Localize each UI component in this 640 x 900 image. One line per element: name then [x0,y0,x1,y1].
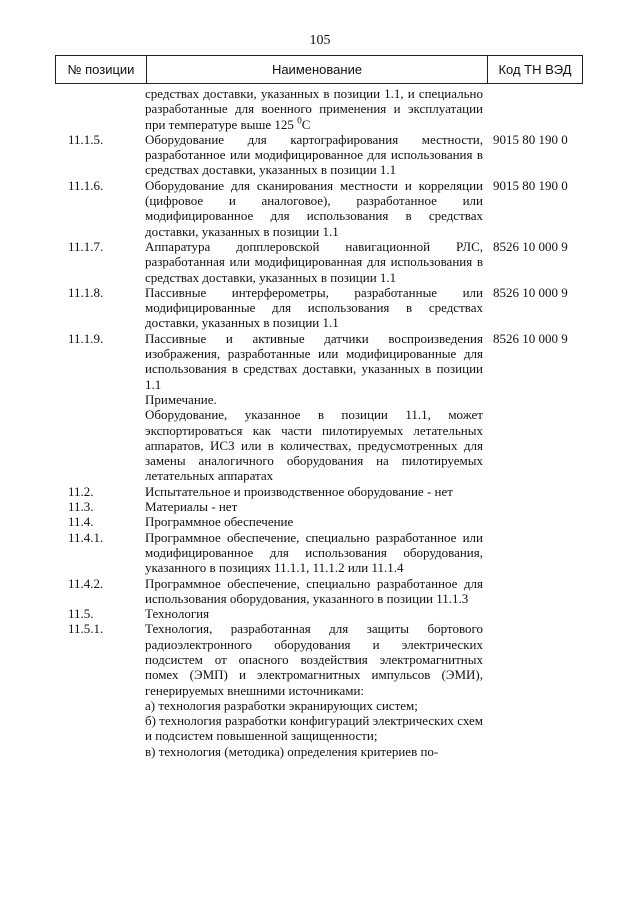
code-column-header: Код ТН ВЭД [498,62,572,77]
row-name: Оборудование для картографирования местности, разработанное или модифицированное для использования в средствах доставки, указанных в позиции 1.1 [145,131,483,178]
table-row [55,576,583,607]
row-code [485,484,583,499]
row-name: Испытательное и производственное оборудование - нет [145,483,453,499]
row-code: 9015 80 190 0 [493,177,568,193]
row-code [485,621,583,697]
row-name: Технология [145,606,210,622]
table-row [55,744,583,759]
table-row [55,698,583,713]
row-position: 11.1.7. [68,238,104,254]
row-position: 11.3. [68,499,94,515]
page-number: 105 [309,33,331,48]
table-row [55,239,583,285]
row-name: Пассивные и активные датчики воспроизведения изображения, разработанные или модифицированные для использования в средствах доставки, указанных в позиции 1.1 [145,330,483,392]
row-position [55,86,145,132]
row-position: 11.2. [68,483,94,499]
list-item: б) технология разработки конфигураций электрических схем и подсистем повышенной защищенности; [145,713,483,744]
row-name: Программное обеспечение, специально разработанное для использования оборудования, указанного в позиции 11.1.3 [145,575,483,606]
row-name: Оборудование для сканирования местности и корреляции (цифровое и аналоговое), разработанное или модифицированное для использования в средствах доставки, указанных в позиции 1.1 [145,177,483,239]
row-code [485,744,583,759]
list-item: в) технология (методика) определения критериев по- [145,743,439,759]
row-code: 8526 10 000 9 [493,238,568,254]
table-row [55,86,583,132]
row-position: 11.4. [68,514,94,530]
row-position: 11.5.1. [68,621,104,637]
table-row [55,621,583,697]
row-position: 11.1.9. [68,330,104,346]
row-name: Программное обеспечение [145,514,294,530]
table-row [55,530,583,576]
row-code [485,606,583,621]
table-row [55,713,583,744]
table-row [55,132,583,178]
note-heading: Примечание. [145,391,217,407]
row-code: 9015 80 190 0 [493,131,568,147]
row-position: 11.1.5. [68,131,104,147]
name-column-header: Наименование [147,56,488,83]
row-code: 8526 10 000 9 [493,330,568,346]
row-position [55,713,145,744]
row-position: 11.1.8. [68,284,104,300]
row-name: средствах доставки, указанных в позиции 1.1, и специально разработанные для военного применения и эксплуатации при температуре выше 125 $^0$C [145,86,483,132]
row-code [485,530,583,576]
row-position: 11.4.1. [68,529,104,545]
row-code: 8526 10 000 9 [493,284,568,300]
row-code [485,713,583,744]
row-code [485,698,583,713]
list-item: а) технология разработки экранирующих систем; [145,697,418,713]
note-text: Оборудование, указанное в позиции 11.1, может экспортироваться как части пилотируемых летательных аппаратов, ИСЗ или в количествах, предусмотренных для замены аналогичного оборудования на пилотируемых летательных аппаратах [145,407,483,484]
row-name: Пассивные интерферометры, разработанные или модифицированные для использования в средствах доставки, указанных в позиции 1.1 [145,284,483,331]
row-name: Технология, разработанная для защиты бортового радиоэлектронного оборудования и электрических подсистем от опасного воздействия электромагнитных помех (ЭМП) и электромагнитных импульсов (ЭМИ), генерируемых внешними источниками: [145,621,483,698]
row-code [485,407,583,483]
row-position: 11.1.6. [68,177,104,193]
table-row [55,514,583,529]
row-code [485,499,583,514]
table-row [55,407,583,483]
table-row [55,392,583,407]
position-column-header: № позиции [56,56,147,83]
table-row [55,606,583,621]
row-position: 11.5. [68,606,94,622]
row-position [55,744,145,759]
row-code [485,514,583,529]
table-row [55,285,583,331]
table-row [55,499,583,514]
row-position [55,407,145,483]
row-position [55,392,145,407]
row-code [485,86,583,132]
row-position [55,698,145,713]
table-row [55,178,583,239]
row-name: Аппаратура допплеровской навигационной РЛС, разработанная или модифицированная для использования в средствах доставки, указанных в позиции 1.1 [145,238,483,285]
row-name: Материалы - нет [145,499,238,515]
row-position: 11.4.2. [68,575,104,591]
row-name: Программное обеспечение, специально разработанное или модифицированное для использования оборудования, указанного в позициях 11.1.1, 11.1.2 или 11.1.4 [145,529,483,576]
table-header [55,55,583,84]
table-body [55,86,583,759]
table-row [55,484,583,499]
row-code [485,392,583,407]
table-row [55,331,583,392]
row-code [485,576,583,607]
